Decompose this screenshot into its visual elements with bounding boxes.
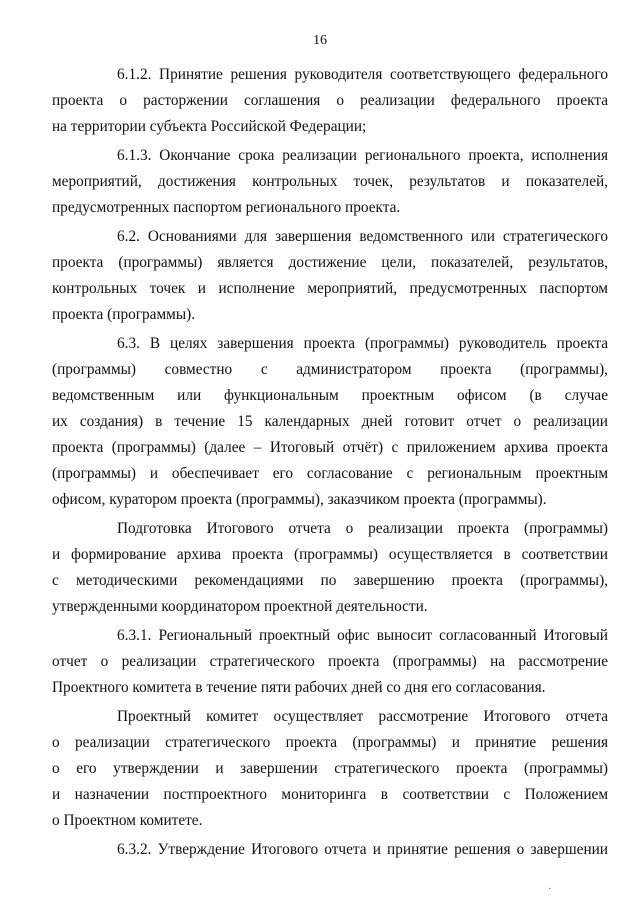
- paragraph: [52, 331, 608, 513]
- text-line: предусмотренных паспортом регионального проекта.: [52, 199, 401, 216]
- text-line: и формирование архива проекта (программы) осуществляется в соответствии: [52, 546, 608, 563]
- text-line: ведомственным или функциональным проектным офисом (в случае: [52, 387, 608, 404]
- paragraph: [52, 837, 608, 863]
- text-line: отчет о реализации стратегического проекта (программы) на рассмотрение: [52, 653, 608, 670]
- text-line: мероприятий, достижения контрольных точек, результатов и показателей,: [52, 173, 608, 190]
- text-line: контрольных точек и исполнение мероприятий, предусмотренных паспортом: [52, 280, 608, 297]
- text-line: и назначении постпроектного мониторинга в соответствии с Положением: [52, 786, 608, 803]
- paragraph: [52, 623, 608, 701]
- text-line: на территории субъекта Российской Федерации;: [52, 118, 367, 135]
- page-number: 16: [313, 33, 327, 48]
- text-line: о Проектном комитете.: [52, 812, 203, 829]
- text-line: 6.2. Основаниями для завершения ведомственного или стратегического: [117, 228, 608, 245]
- text-line: проекта о расторжении соглашения о реализации федерального проекта: [52, 92, 608, 109]
- text-line: 6.3.2. Утверждение Итогового отчета и принятие решения о завершении: [117, 841, 608, 858]
- text-line: 6.1.2. Принятие решения руководителя соответствующего федерального: [117, 66, 608, 83]
- text-line: их создания) в течение 15 календарных дней готовит отчет о реализации: [52, 413, 608, 430]
- paragraph: [52, 704, 608, 834]
- paragraph: [52, 143, 608, 221]
- paragraph: [52, 516, 608, 620]
- text-line: 6.3.1. Региональный проектный офис выносит согласованный Итоговый: [117, 627, 608, 644]
- text-line: 6.1.3. Окончание срока реализации регионального проекта, исполнения: [117, 147, 608, 164]
- text-line: (программы) совместно с администратором проекта (программы),: [52, 361, 608, 378]
- document-body: [52, 62, 608, 866]
- text-line: проекта (программы) (далее – Итоговый отчёт) с приложением архива проекта: [52, 439, 608, 456]
- paragraph: [52, 224, 608, 328]
- text-line: офисом, куратором проекта (программы), заказчиком проекта (программы).: [52, 491, 547, 508]
- text-line: Проектный комитет осуществляет рассмотрение Итогового отчета: [117, 708, 608, 725]
- text-line: утвержденными координатором проектной деятельности.: [52, 598, 428, 615]
- text-line: с методическими рекомендациями по завершению проекта (программы),: [52, 572, 608, 589]
- scan-mark: ·: [548, 884, 552, 895]
- text-line: проекта (программы) является достижение цели, показателей, результатов,: [52, 254, 608, 271]
- text-line: проекта (программы).: [52, 306, 196, 323]
- text-line: 6.3. В целях завершения проекта (программы) руководитель проекта: [117, 335, 608, 352]
- text-line: Проектного комитета в течение пяти рабочих дней со дня его согласования.: [52, 679, 546, 696]
- text-line: Подготовка Итогового отчета о реализации проекта (программы): [117, 520, 608, 537]
- text-line: (программы) и обеспечивает его согласование с региональным проектным: [52, 465, 608, 482]
- text-line: о реализации стратегического проекта (программы) и принятие решения: [52, 734, 608, 751]
- paragraph: [52, 62, 608, 140]
- text-line: о его утверждении и завершении стратегического проекта (программы): [52, 760, 608, 777]
